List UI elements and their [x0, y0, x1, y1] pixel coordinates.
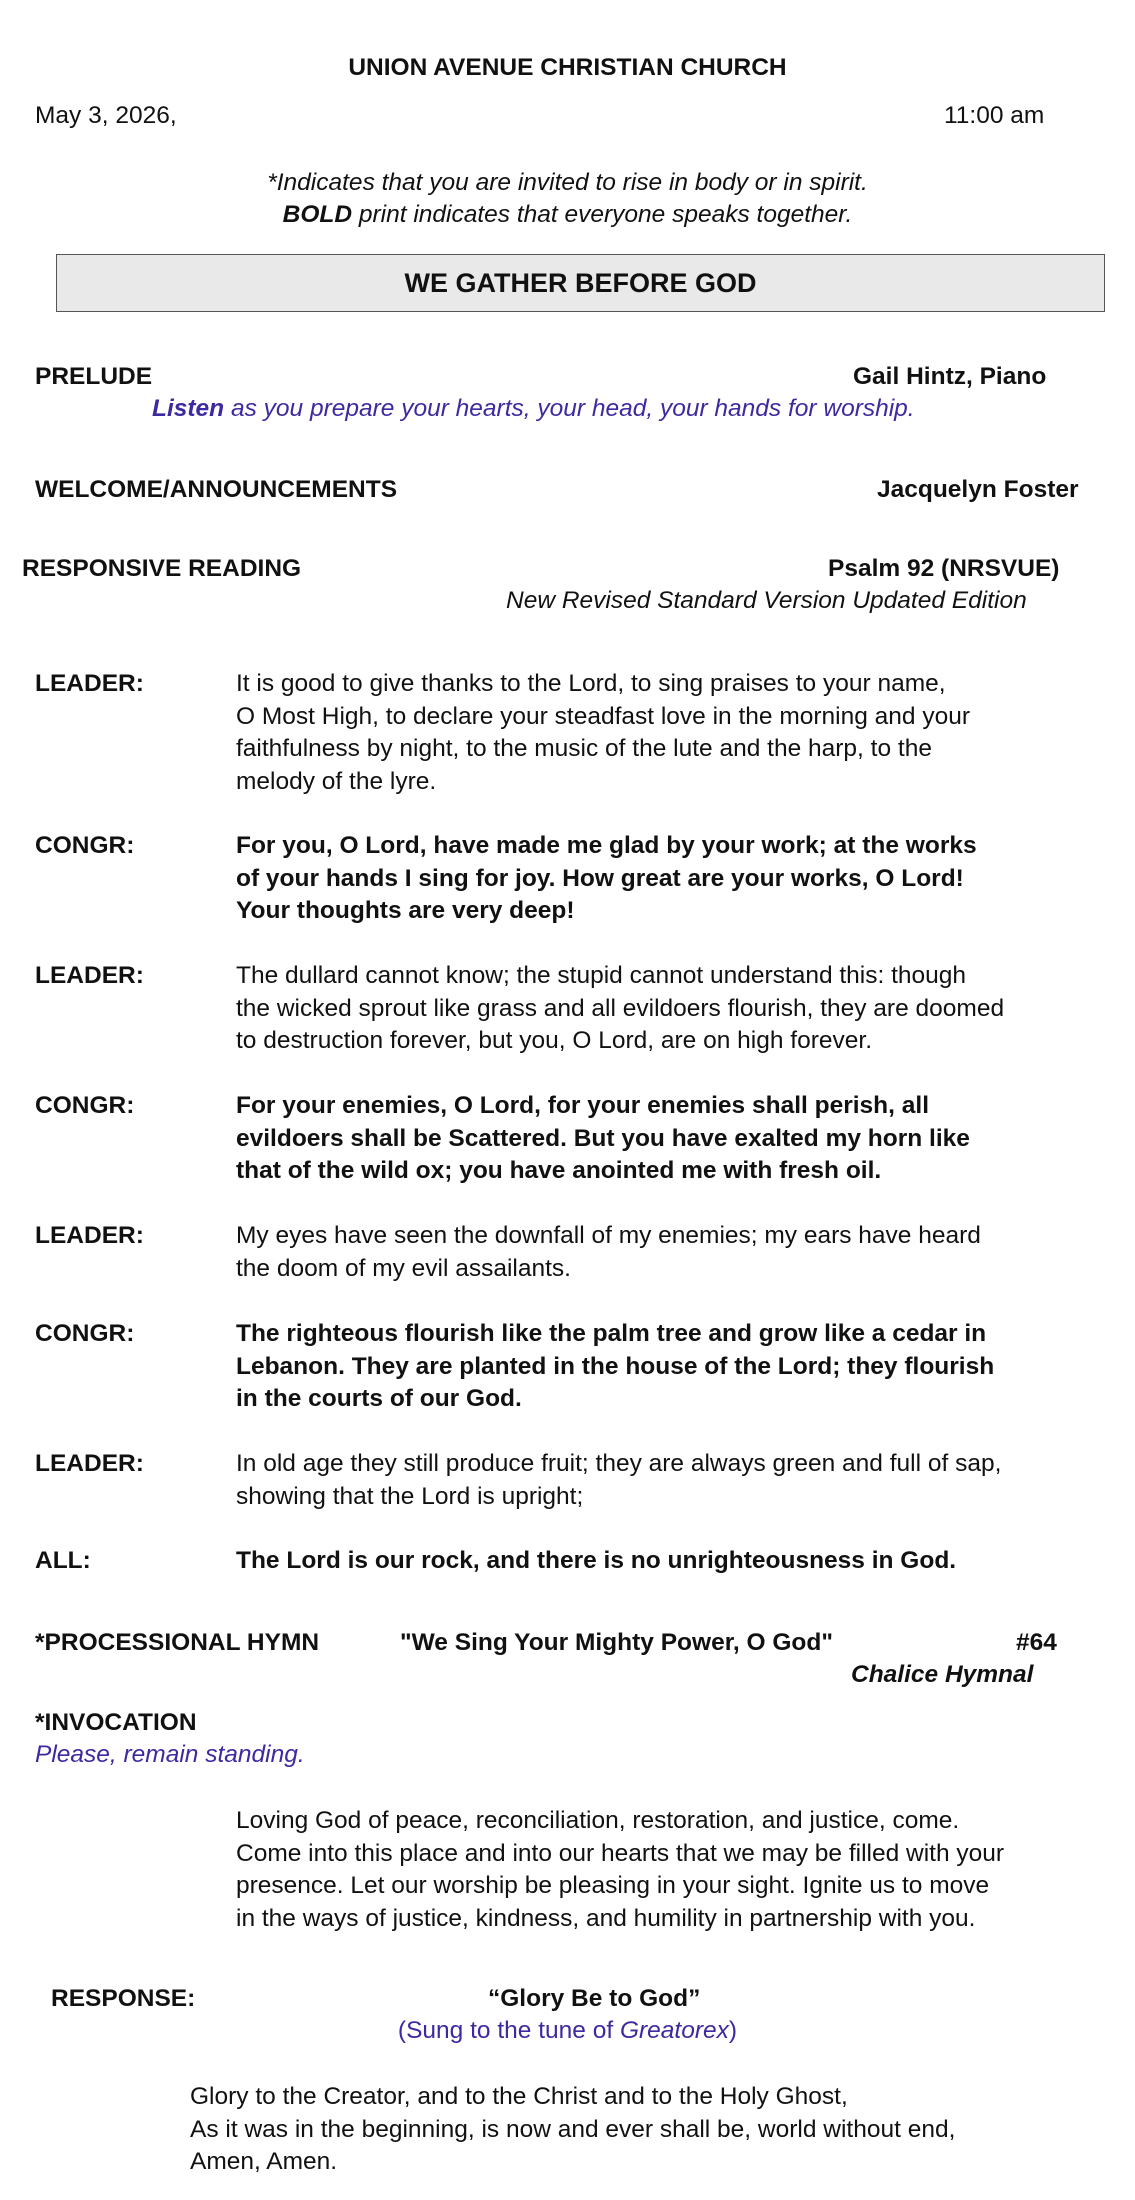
invocation-line: in the ways of justice, kindness, and humility in partnership with you.: [236, 1904, 976, 1932]
processional-hymn-label: *PROCESSIONAL HYMN: [35, 1629, 320, 1656]
prelude-instruction-rest: as you prepare your hearts, your head, your hands for worship.: [224, 395, 915, 422]
reading-line: My eyes have seen the downfall of my enemies; my ears have heard: [236, 1222, 981, 1249]
speaker-label: LEADER:: [35, 962, 144, 989]
invocation-text: [236, 1805, 1116, 1935]
reading-line: that of the wild ox; you have anointed me with fresh oil.: [236, 1157, 882, 1184]
responsive-reading-label: RESPONSIVE READING: [22, 555, 302, 582]
reading-line: Lebanon. They are planted in the house of the Lord; they flourish: [236, 1352, 995, 1380]
response-line: As it was in the beginning, is now and ever shall be, world without end,: [190, 2115, 956, 2143]
reading-line: The dullard cannot know; the stupid cannot understand this: though: [236, 962, 967, 989]
reading-line: to destruction forever, but you, O Lord, are on high forever.: [236, 1027, 873, 1054]
reading-line: The righteous flourish like the palm tree and grow like a cedar in: [236, 1320, 987, 1347]
speaker-label: CONGR:: [35, 832, 135, 859]
service-time: 11:00 am: [944, 102, 1045, 129]
reading-line: The Lord is our rock, and there is no unrighteousness in God.: [236, 1547, 957, 1574]
response-line: Amen, Amen.: [190, 2148, 338, 2175]
bold-note-keyword: BOLD: [282, 201, 353, 228]
response-text: [190, 2081, 955, 2179]
reading-line: in the courts of our God.: [236, 1385, 522, 1412]
reading-line: the wicked sprout like grass and all evildoers flourish, they are doomed: [236, 994, 1005, 1022]
prelude-instruction: [152, 393, 915, 426]
prelude-performer: Gail Hintz, Piano: [853, 363, 1047, 390]
bold-note: [0, 199, 1135, 232]
reading-text: [236, 1545, 1116, 1578]
response-tune: [0, 2015, 1135, 2048]
reading-line: the doom of my evil assailants.: [236, 1254, 571, 1282]
tune-prefix: (Sung to the tune of: [397, 2017, 620, 2044]
speaker-label: LEADER:: [35, 1450, 144, 1477]
reading-text: [236, 1318, 1116, 1416]
prelude-label: PRELUDE: [35, 363, 153, 390]
tune-name: Greatorex: [619, 2017, 729, 2044]
invocation-line: Come into this place and into our hearts that we may be filled with your: [236, 1839, 1005, 1867]
speaker-label: CONGR:: [35, 1092, 135, 1119]
welcome-label: WELCOME/ANNOUNCEMENTS: [35, 476, 398, 503]
reading-line: evildoers shall be Scattered. But you have exalted my horn like: [236, 1124, 970, 1152]
church-name: UNION AVENUE CHRISTIAN CHURCH: [348, 54, 787, 81]
reading-line: O Most High, to declare your steadfast love in the morning and your: [236, 702, 971, 730]
rise-note: *Indicates that you are invited to rise in body or in spirit.: [267, 169, 868, 196]
response-label: RESPONSE:: [51, 1985, 196, 2012]
section-banner: WE GATHER BEFORE GOD: [56, 254, 1105, 312]
speaker-label: LEADER:: [35, 1222, 144, 1249]
bible-version: New Revised Standard Version Updated Edition: [506, 587, 1027, 614]
tune-suffix: ): [728, 2017, 738, 2044]
reading-line: Your thoughts are very deep!: [236, 897, 575, 924]
speaker-label: CONGR:: [35, 1320, 135, 1347]
reading-line: For you, O Lord, have made me glad by your work; at the works: [236, 832, 977, 859]
invocation-line: Loving God of peace, reconciliation, restoration, and justice, come.: [236, 1807, 960, 1834]
hymn-title: "We Sing Your Mighty Power, O God": [400, 1629, 833, 1656]
reading-line: of your hands I sing for joy. How great are your works, O Lord!: [236, 864, 964, 892]
reading-text: [236, 960, 1116, 1058]
invocation-instruction: Please, remain standing.: [35, 1741, 305, 1768]
invocation-line: presence. Let our worship be pleasing in your sight. Ignite us to move: [236, 1872, 990, 1899]
reading-text: [236, 668, 1116, 798]
reading-line: For your enemies, O Lord, for your enemies shall perish, all: [236, 1092, 929, 1119]
response-title: “Glory Be to God”: [488, 1985, 701, 2012]
reading-line: faithfulness by night, to the music of the lute and the harp, to the: [236, 735, 932, 762]
speaker-label: LEADER:: [35, 670, 144, 697]
reading-line: In old age they still produce fruit; they are always green and full of sap,: [236, 1450, 1002, 1477]
reading-line: melody of the lyre.: [236, 767, 437, 795]
bold-note-rest: print indicates that everyone speaks together.: [352, 201, 853, 228]
scripture-reference: Psalm 92 (NRSVUE): [828, 555, 1060, 582]
reading-line: showing that the Lord is upright;: [236, 1482, 584, 1510]
reading-text: [236, 1448, 1116, 1513]
hymnal-name: Chalice Hymnal: [851, 1661, 1034, 1688]
reading-line: It is good to give thanks to the Lord, to sing praises to your name,: [236, 670, 946, 697]
response-line: Glory to the Creator, and to the Christ and to the Holy Ghost,: [190, 2083, 848, 2110]
prelude-instruction-keyword: Listen: [152, 395, 225, 422]
hymn-number: #64: [1016, 1629, 1057, 1656]
speaker-label: ALL:: [35, 1547, 91, 1574]
reading-text: [236, 1220, 1116, 1285]
service-date: May 3, 2026,: [35, 102, 177, 129]
reading-text: [236, 830, 1116, 928]
invocation-label: *INVOCATION: [35, 1709, 197, 1736]
welcome-leader: Jacquelyn Foster: [877, 476, 1079, 503]
reading-text: [236, 1090, 1116, 1188]
